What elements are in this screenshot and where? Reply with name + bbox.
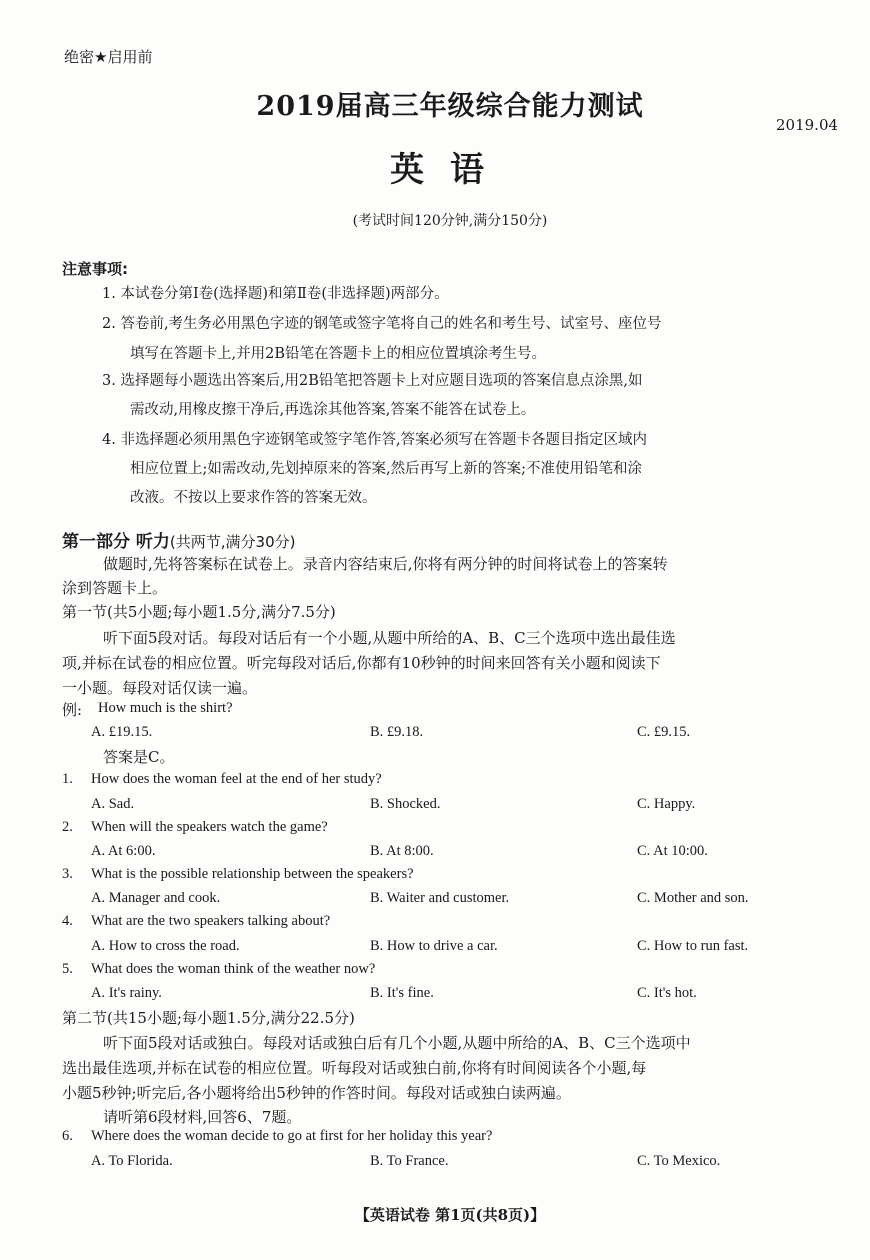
question-text: How does the woman feel at the end of her study? — [91, 771, 382, 787]
option-a: A. How to cross the road. — [91, 938, 240, 954]
notice-line: 相应位置上;如需改动,先划掉原来的答案,然后再写上新的答案;不准使用铅笔和涂 — [130, 461, 642, 477]
section2-intro-line: 选出最佳选项,并标在试卷的相应位置。听每段对话或独白前,你将有时间阅读各个小题,每 — [62, 1059, 647, 1077]
notice-line: 2. 答卷前,考生务必用黑色字迹的钢笔或签字笔将自己的姓名和考生号、试室号、座位号 — [102, 316, 662, 332]
notice-line: 需改动,用橡皮擦干净后,再选涂其他答案,答案不能答在试卷上。 — [130, 402, 536, 418]
option-c: C. At 10:00. — [637, 843, 708, 859]
notice-line: 填写在答题卡上,并用2B铅笔在答题卡上的相应位置填涂考生号。 — [130, 346, 546, 362]
question-text: What are the two speakers talking about? — [91, 913, 331, 929]
exam-title: 2019届高三年级综合能力测试 — [256, 91, 644, 122]
question-number: 6. — [62, 1128, 73, 1144]
question-text: Where does the woman decide to go at first for her holiday this year? — [91, 1128, 493, 1144]
notice-line: 3. 选择题每小题选出答案后,用2B铅笔把答题卡上对应题目选项的答案信息点涂黑,如 — [102, 373, 643, 389]
option-b: B. Waiter and customer. — [370, 890, 510, 906]
question-number: 3. — [62, 866, 73, 882]
option-c: C. How to run fast. — [637, 938, 749, 954]
notice-line: 1. 本试卷分第Ⅰ卷(选择题)和第Ⅱ卷(非选择题)两部分。 — [102, 286, 449, 302]
option-b: B. At 8:00. — [370, 843, 434, 859]
notice-heading: 注意事项: — [62, 260, 128, 278]
example-option-b: B. £9.18. — [370, 724, 424, 740]
option-c: C. Mother and son. — [637, 890, 749, 906]
option-a: A. Manager and cook. — [91, 890, 221, 906]
question-number: 5. — [62, 961, 73, 977]
exam-time-info: (考试时间120分钟,满分150分) — [352, 213, 548, 229]
option-c: C. It's hot. — [637, 985, 697, 1001]
option-c: C. Happy. — [637, 796, 696, 812]
part1-title — [62, 527, 295, 552]
part1-intro-line: 涂到答题卡上。 — [62, 579, 168, 597]
notice-line: 4. 非选择题必须用黑色字迹钢笔或签字笔作答,答案必须写在答题卡各题目指定区域内 — [102, 432, 648, 448]
section1-intro-line: 听下面5段对话。每段对话后有一个小题,从题中所给的A、B、C三个选项中选出最佳选 — [103, 629, 676, 647]
option-a: A. At 6:00. — [91, 843, 156, 859]
option-c: C. To Mexico. — [637, 1153, 721, 1169]
option-a: A. To Florida. — [91, 1153, 173, 1169]
material-instruction: 请听第6段材料,回答6、7题。 — [103, 1108, 302, 1126]
section2-title: 第二节(共15小题;每小题1.5分,满分22.5分) — [62, 1009, 355, 1027]
example-label: 例: — [62, 701, 83, 719]
confidential-label: 绝密★启用前 — [64, 48, 153, 66]
example-question: How much is the shirt? — [98, 700, 233, 716]
question-text: What is the possible relationship between the speakers? — [91, 866, 414, 882]
page-footer: 【英语试卷 第1页(共8页)】 — [354, 1206, 546, 1224]
question-number: 4. — [62, 913, 73, 929]
option-b: B. To France. — [370, 1153, 449, 1169]
section1-intro-line: 一小题。每段对话仅读一遍。 — [62, 679, 258, 697]
question-number: 2. — [62, 819, 73, 835]
option-a: A. Sad. — [91, 796, 135, 812]
part1-title-text: 第一部分 听力 — [62, 532, 170, 552]
example-option-c: C. £9.15. — [637, 724, 691, 740]
option-b: B. It's fine. — [370, 985, 434, 1001]
option-b: B. How to drive a car. — [370, 938, 498, 954]
example-answer: 答案是C。 — [103, 748, 175, 766]
question-text: When will the speakers watch the game? — [91, 819, 328, 835]
part1-title-note: (共两节,满分30分) — [169, 533, 296, 551]
question-number: 1. — [62, 771, 73, 787]
exam-date: 2019.04 — [776, 116, 839, 134]
part1-intro-line: 做题时,先将答案标在试卷上。录音内容结束后,你将有两分钟的时间将试卷上的答案转 — [103, 555, 668, 573]
section1-intro-line: 项,并标在试卷的相应位置。听完每段对话后,你都有10秒钟的时间来回答有关小题和阅读下 — [62, 654, 661, 672]
example-option-a: A. £19.15. — [91, 724, 153, 740]
subject-title: 英语 — [390, 150, 510, 190]
option-a: A. It's rainy. — [91, 985, 162, 1001]
section1-title: 第一节(共5小题;每小题1.5分,满分7.5分) — [62, 603, 336, 621]
section2-intro-line: 小题5秒钟;听完后,各小题将给出5秒钟的作答时间。每段对话或独白读两遍。 — [62, 1084, 571, 1102]
notice-line: 改液。不按以上要求作答的答案无效。 — [130, 490, 377, 506]
option-b: B. Shocked. — [370, 796, 441, 812]
question-text: What does the woman think of the weather now? — [91, 961, 376, 977]
section2-intro-line: 听下面5段对话或独白。每段对话或独白后有几个小题,从题中所给的A、B、C三个选项中 — [103, 1034, 691, 1052]
